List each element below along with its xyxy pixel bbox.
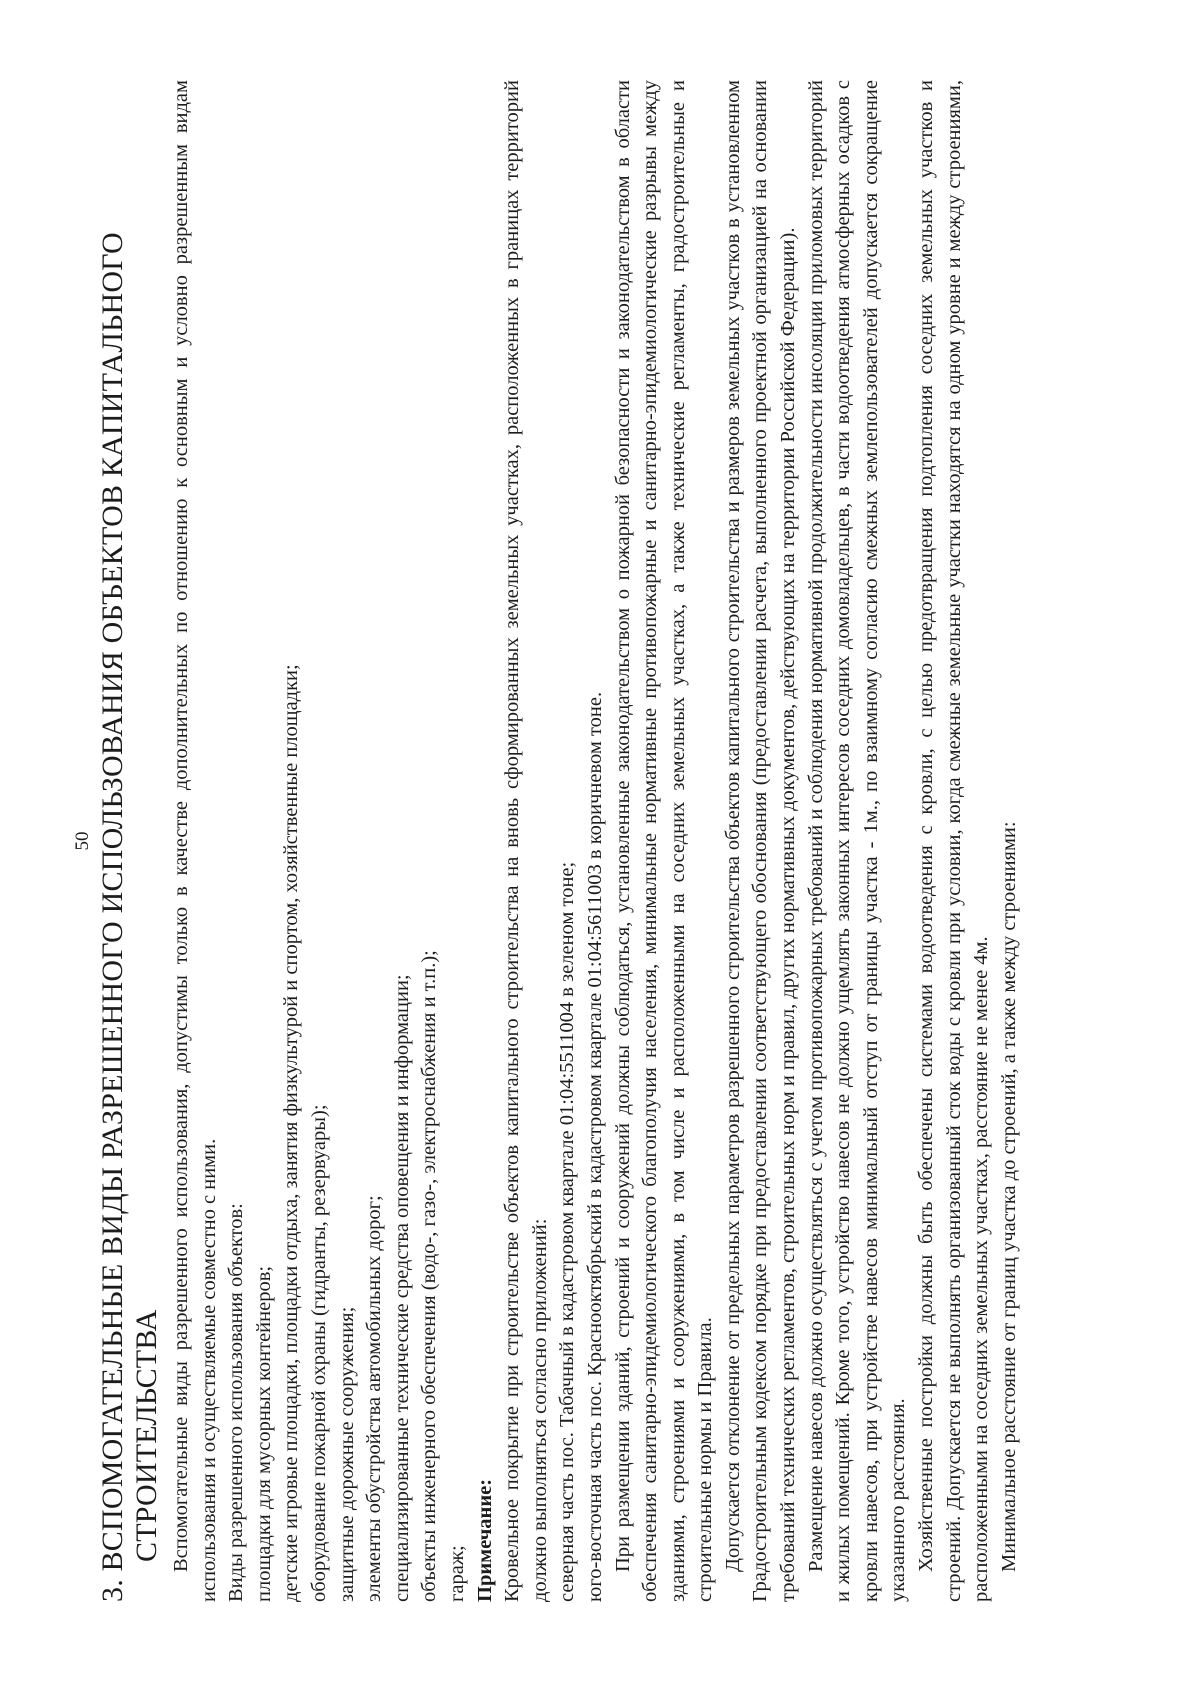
- body-paragraph: При размещении зданий, строений и сооружений должны соблюдаться, установленные законодательством о пожарной безопасности и законодательством в области обеспечения санитарно-эпидемиологического благополучия населения, минимальные нормативные противопожарные и санитарно-эпидемиологические разрывы между зданиями, строениями и сооружениями, в том числе и расположенными на соседних земельных участках, а также технические регламенты, градостроительные и строительные нормы и Правила.: [611, 80, 717, 1602]
- use-item: гараж;: [445, 1545, 468, 1602]
- section-heading: [96, 80, 164, 1602]
- use-item: детские игровые площадки, площадки отдыха, занятия физкультурой и спортом, хозяйственные площадки;: [280, 664, 303, 1602]
- body-paragraph: Минимальное расстояние от границ участка до строений, а также между строениями:: [997, 821, 1020, 1572]
- page-number: 50: [72, 831, 93, 851]
- section-heading-line2: СТРОИТЕЛЬСТВА: [130, 1309, 163, 1562]
- document-page: [50, 50, 1160, 1640]
- use-item: объекты инженерного обеспечения (водо-, газо-, электроснабжения и т.п.);: [418, 950, 441, 1602]
- section-heading-line1: 3. ВСПОМОГАТЕЛЬНЫЕ ВИДЫ РАЗРЕШЕННОГО ИСПОЛЬЗОВАНИЯ ОБЪЕКТОВ КАПИТАЛЬНОГО: [96, 232, 129, 1602]
- note-line: юго-восточная часть пос. Краснооктябрьский в кадастровом квартале 01:04:5611003 в коричневом тоне.: [583, 691, 606, 1602]
- body-paragraph: Размещение навесов должно осуществляться с учетом противопожарных требований и соблюдения нормативной продолжительности инсоляции приломовых территорий и жилых помещений. Кроме того, устройство навесов не должно ущемлять законных интересов соседних домовладельцев, в части водоотведения атмосферных осадков с кровли навесов, при устройстве навесов минимальный отступ от границы участка - 1м., по взаимному согласию смежных землепользователей допускается сокращение указанного расстояния.: [804, 80, 910, 1602]
- uses-list-title: Виды разрешенного использования объектов:: [225, 1203, 248, 1602]
- use-item: специализированные технические средства оповещения и информации;: [390, 974, 413, 1602]
- note-line: Кровельное покрытие при строительстве объектов капитального строительства на вновь сформированных земельных участках, расположенных в границах территорий должно выполняться согласно приложений:: [501, 80, 551, 1602]
- use-item: элементы обустройства автомобильных дорог;: [363, 1195, 386, 1602]
- document-body: [168, 80, 1023, 1602]
- use-item: оборудование пожарной охраны (гидранты, резервуары);: [307, 1104, 330, 1602]
- note-line: северная часть пос. Табачный в кадастровом квартале 01:04:5511004 в зеленом тоне;: [556, 861, 579, 1602]
- use-item: площадки для мусорных контейнеров;: [252, 1265, 275, 1602]
- body-paragraph: Хозяйственные постройки должны быть обеспечены системами водоотведения с кровли, с целью предотвращения подтопления соседних земельных участков и строений. Допускается не выполнять организованный сток воды с кровли при условии, когда смежные земельные участки находятся на одном уровне и между строениями, расположенными на соседних земельных участках, расстояние не менее 4м.: [915, 80, 993, 1602]
- intro-paragraph: Вспомогательные виды разрешенного использования, допустимы только в качестве дополнительных по отношению к основным и условно разрешенным видам использования и осуществляемые совместно с ними.: [170, 80, 220, 1602]
- body-paragraph: Допускается отклонение от предельных параметров разрешенного строительства объектов капитального строительства и размеров земельных участков в установленном Градостроительным кодексом порядке при предоставлении соответствующего обоснования (предоставлении расчета, выполненного проектной организацией на основании требований технических регламентов, строительных норм и правил, других нормативных документов, действующих на территории Российской Федерации).: [721, 80, 800, 1602]
- use-item: защитные дорожные сооружения;: [335, 1306, 358, 1602]
- note-title: Примечание:: [473, 1478, 496, 1602]
